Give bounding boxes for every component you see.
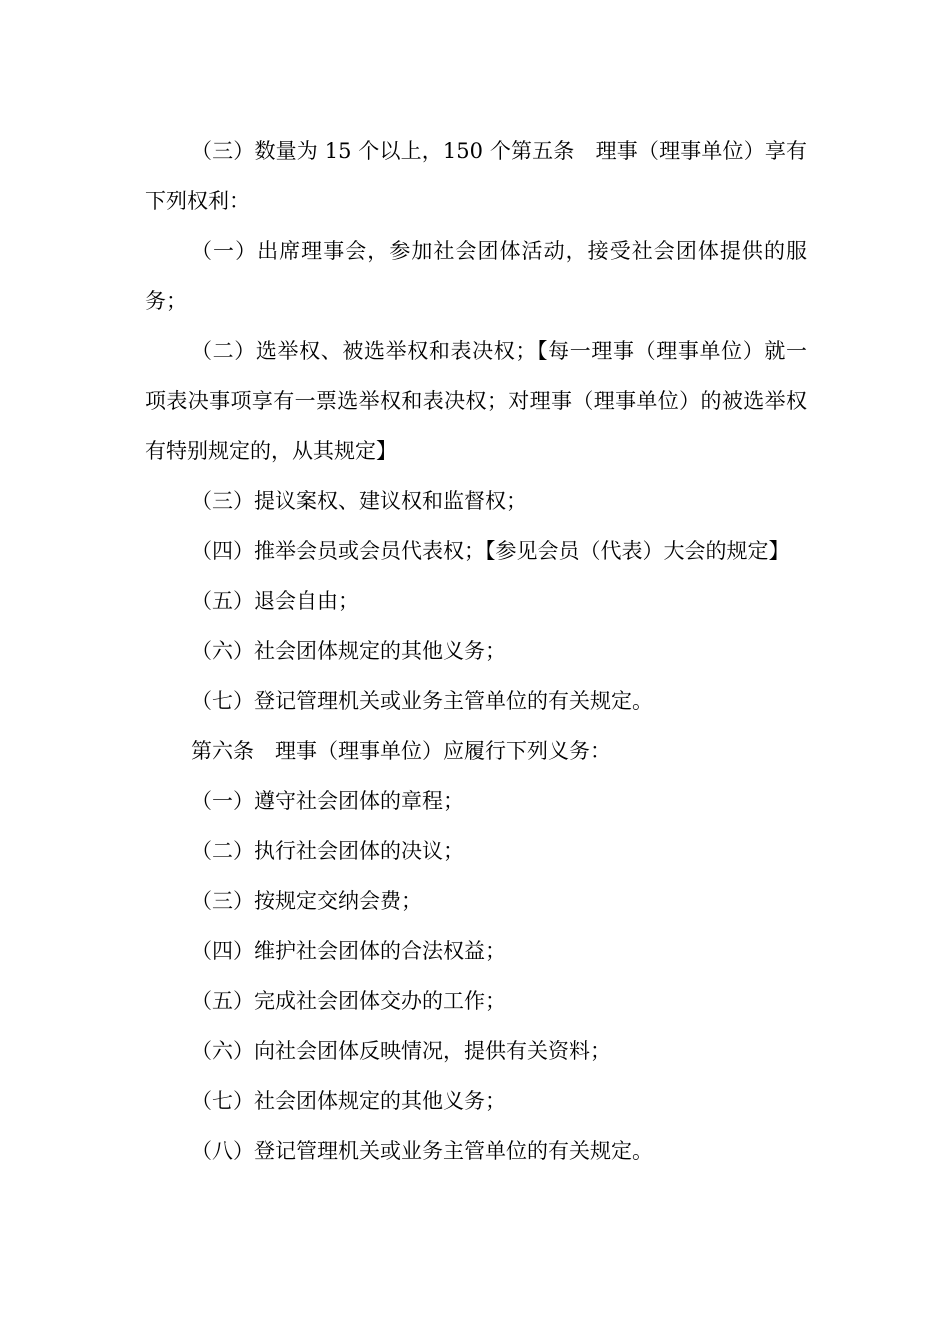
paragraph-article6-heading: 第六条 理事（理事单位）应履行下列义务：	[191, 739, 611, 763]
paragraph-right-7: （七）登记管理机关或业务主管单位的有关规定。	[191, 689, 653, 713]
paragraph-duty-2: （二）执行社会团体的决议；	[191, 839, 464, 863]
paragraph-right-2: （二）选举权、被选举权和表决权；【每一理事（理事单位）就一项表决事项享有一票选举权和表决权；对理事（理事单位）的被选举权有特别规定的，从其规定】	[145, 339, 807, 463]
paragraph-duty-6: （六）向社会团体反映情况，提供有关资料；	[191, 1039, 611, 1063]
document-page	[145, 126, 807, 1176]
paragraph-duty-1: （一）遵守社会团体的章程；	[191, 789, 464, 813]
paragraph-duty-4: （四）维护社会团体的合法权益；	[191, 939, 506, 963]
paragraph-right-5: （五）退会自由；	[191, 589, 359, 613]
paragraph-duty-7: （七）社会团体规定的其他义务；	[191, 1089, 506, 1113]
paragraph-article5-intro: （三）数量为 15 个以上，150 个第五条 理事（理事单位）享有下列权利：	[145, 139, 807, 213]
paragraph-duty-5: （五）完成社会团体交办的工作；	[191, 989, 506, 1013]
paragraph-right-3: （三）提议案权、建议权和监督权；	[191, 489, 527, 513]
paragraph-right-1: （一）出席理事会，参加社会团体活动，接受社会团体提供的服务；	[145, 239, 807, 313]
paragraph-right-4: （四）推举会员或会员代表权；【参见会员（代表）大会的规定】	[191, 539, 790, 563]
paragraph-right-6: （六）社会团体规定的其他义务；	[191, 639, 506, 663]
paragraph-duty-8: （八）登记管理机关或业务主管单位的有关规定。	[191, 1139, 653, 1163]
paragraph-duty-3: （三）按规定交纳会费；	[191, 889, 422, 913]
